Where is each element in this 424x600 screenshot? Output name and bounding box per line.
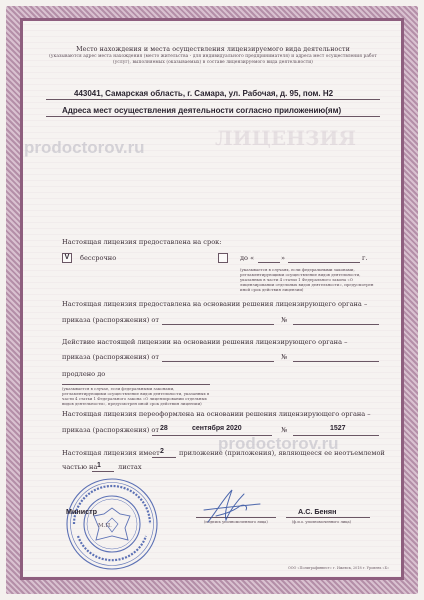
official-seal [64,476,160,572]
reissue-number-label: № [281,426,288,434]
appendix-label: Настоящая лицензия имеет [62,449,160,457]
reissue-day: 28 [160,425,168,432]
prolonged-line [62,384,210,385]
extension-number-line [293,361,379,362]
name-caption: (ф.и.о. уполномоченного лица) [292,520,351,524]
appendix-label2: приложение (приложения), являющееся ее неотъемлемой [179,449,385,457]
reissue-date-line [152,435,272,436]
printer-footer: ООО «Полиграфинвест» г. Ижевск, 2018 г. Уровень «Б» [288,566,390,570]
extension-date-line [162,361,274,362]
extension-order-label: приказа (распоряжения) от [62,353,160,361]
appendix-part-label: частью на [62,463,98,471]
until-day-line [258,262,280,263]
position-label: Министр [66,507,98,516]
appendix-count: 2 [160,448,164,455]
basis-label: Настоящая лицензия предоставлена на основании решения лицензирующего органа – [62,300,368,308]
places-note: Адреса мест осуществления деятельности согласно приложению(ям) [62,106,342,115]
reissue-number: 1527 [330,425,346,432]
signature-caption: (подпись уполномоченного лица) [204,520,268,524]
until-checkbox[interactable] [218,253,228,263]
reissue-label: Настоящая лицензия переоформлена на основании решения лицензирующего органа – [62,410,371,418]
appendix-sheets-label: листах [118,463,142,471]
until-prefix: до « [240,254,255,262]
official-name: А.С. Бенян [298,507,337,516]
until-note: (указывается в случаях, если федеральными законами, регламентирующими осуществление видов деятельности, указанных в части 4 статьи 1 Федерального закона «О лицензировании отдельных видов деятельности», предусмотрен иной срок действия лицензии) [240,267,374,292]
watermark-top: prodoctorov.ru [24,138,145,157]
term-label: Настоящая лицензия предоставлена на срок: [62,238,222,246]
appendix-count-line [152,457,176,458]
extension-note: (указывается в случае, если федеральными законами, регламентирующими осуществление видов деятельности, указанных в части 4 статьи 1 Федерального закона «О лицензировании отдельных видов деятельности», предусмотрен иной срок действия лицензии) [62,386,210,406]
basis-number-line [293,324,379,325]
basis-number-label: № [281,316,288,324]
reissue-order-label: приказа (распоряжения) от [62,426,160,434]
basis-order-label: приказа (распоряжения) от [62,316,160,324]
reissue-month-year: сентября 2020 [192,425,242,432]
reissue-number-line [293,435,379,436]
seal-label: М.П. [98,523,112,529]
location-heading: Место нахождения и места осуществления лицензируемого вида деятельности (указываются адрес места нахождения (место жительства - для индивидуального предпринимателя) и адреса мест осуществления работ (услуг), выполняемых (оказываемых) в составе лицензируемого вида деятельности) [49,46,377,65]
extension-number-label: № [281,353,288,361]
indefinite-checkbox[interactable]: V [62,253,72,263]
address-value: 443041, Самарская область, г. Самара, ул. Рабочая, д. 95, пом. Н2 [74,89,334,98]
until-date-line [288,262,360,263]
address-line [46,99,380,100]
name-line [286,517,370,518]
extension-label: Действие настоящей лицензии на основании решения лицензирующего органа – [62,338,348,346]
prolonged-label: продлено до [62,370,106,378]
until-suffix: г. [362,254,368,262]
ghost-heading: ЛИЦЕНЗИЯ [215,126,357,150]
appendix-sheets-line [92,471,114,472]
handwritten-signature [198,486,264,528]
places-line [46,116,380,117]
appendix-sheets: 1 [97,462,101,469]
watermark-bottom: prodoctorov.ru [218,434,339,453]
until-mid: » [281,254,286,262]
indefinite-label: бессрочно [80,254,117,262]
basis-date-line [162,324,274,325]
